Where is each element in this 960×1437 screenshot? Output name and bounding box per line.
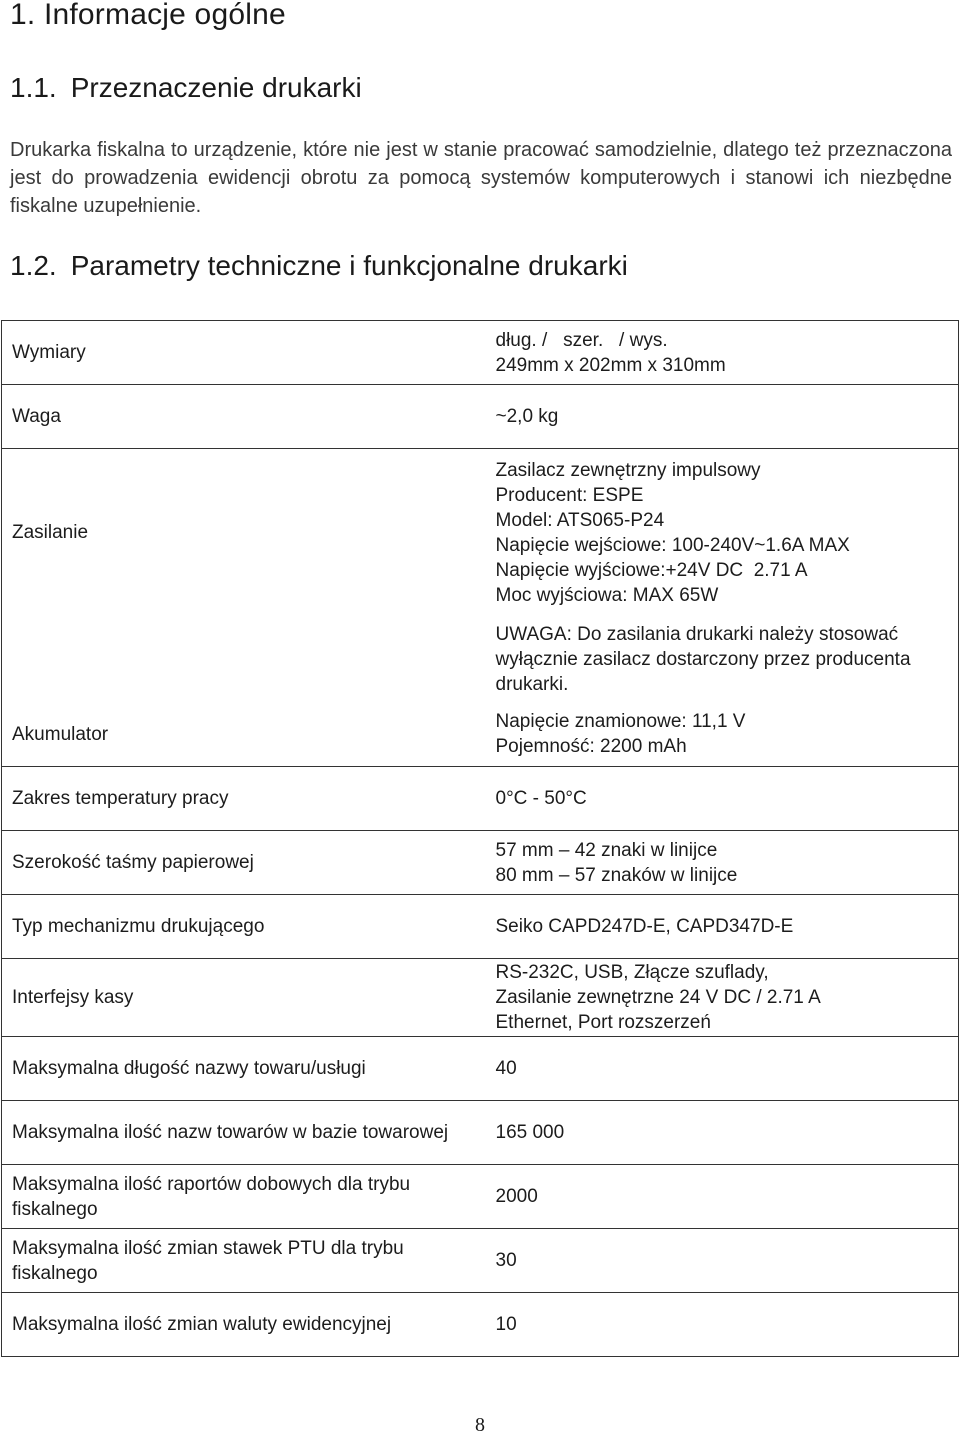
spec-value: [486, 385, 959, 449]
spec-row: [2, 767, 959, 831]
spec-row-note: [2, 617, 959, 703]
spec-label: Zakres temperatury pracy: [2, 767, 486, 831]
spec-label: Akumulator: [2, 703, 486, 767]
subsection-title: Przeznaczenie drukarki: [70, 72, 362, 103]
spec-value: [486, 831, 959, 895]
section-title: Informacje ogólne: [43, 0, 286, 31]
spec-row: [2, 449, 959, 617]
spec-value-line: 40: [495, 1058, 517, 1079]
spec-row: [2, 1037, 959, 1101]
spec-value-line: RS-232C, USB, Złącze szuflady,: [495, 962, 769, 983]
spec-value-line: Producent: ESPE: [495, 484, 644, 506]
spec-label: Zasilanie: [2, 449, 486, 617]
spec-row: [2, 959, 959, 1037]
spec-value-line: Napięcie wejściowe: 100-240V~1.6A MAX: [495, 534, 850, 556]
spec-value: [486, 1293, 959, 1357]
spec-label: Maksymalna ilość zmian stawek PTU dla trybu fiskalnego: [2, 1229, 486, 1293]
spec-value: [486, 895, 959, 959]
spec-value-line: Napięcie znamionowe: 11,1 V: [495, 711, 746, 733]
subsection-number: 1.2.: [10, 250, 57, 281]
spec-label: Wymiary: [2, 321, 486, 385]
spec-value: [486, 1037, 959, 1101]
spec-value-line: Seiko CAPD247D-E, CAPD347D-E: [495, 916, 794, 937]
spec-value-line: Ethernet, Port rozszerzeń: [495, 1012, 711, 1033]
spec-value-line: Model: ATS065-P24: [495, 509, 665, 531]
spec-row: [2, 703, 959, 767]
spec-value-line: Napięcie wyjściowe:+24V DC 2.71 A: [495, 559, 808, 581]
spec-row: [2, 1293, 959, 1357]
subsection-title: Parametry techniczne i funkcjonalne drukarki: [70, 250, 628, 281]
spec-value-line: 2000: [495, 1186, 538, 1207]
spec-value: [486, 703, 959, 767]
intro-paragraph: Drukarka fiskalna to urządzenie, które nie jest w stanie pracować samodzielnie, dlatego też przeznaczona jest do prowadzenia ewidencji obrotu za pomocą systemów komputerowych i stanowi ich niezbędne fiskalne uzupełnienie.: [10, 139, 952, 217]
spec-value-note: [486, 617, 959, 703]
spec-label: Maksymalna ilość zmian waluty ewidencyjnej: [2, 1293, 486, 1357]
spec-value: [486, 1165, 959, 1229]
spec-label: Maksymalna ilość nazw towarów w bazie towarowej: [2, 1101, 486, 1165]
spec-value-line: 57 mm – 42 znaki w linijce: [495, 839, 718, 861]
spec-label: Waga: [2, 385, 486, 449]
spec-row: [2, 895, 959, 959]
spec-label: Maksymalna długość nazwy towaru/usługi: [2, 1037, 486, 1101]
spec-value: [486, 767, 959, 831]
spec-value-line: Pojemność: 2200 mAh: [495, 736, 687, 758]
spec-value: [486, 321, 959, 385]
spec-value-line: Moc wyjściowa: MAX 65W: [495, 584, 719, 606]
spec-value-line: dług. / szer. / wys.: [495, 329, 668, 351]
spec-label: Typ mechanizmu drukującego: [2, 895, 486, 959]
spec-value-line: UWAGA: Do zasilania drukarki należy stosować: [495, 624, 899, 645]
spec-value-line: 0°C - 50°C: [495, 788, 587, 809]
spec-row: [2, 831, 959, 895]
subsection-heading-1-2: [10, 250, 628, 282]
spec-row: [2, 321, 959, 385]
subsection-heading-1-1: [10, 72, 362, 104]
section-heading-1: [10, 0, 286, 32]
subsection-number: 1.1.: [10, 72, 57, 103]
spec-label: Interfejsy kasy: [2, 959, 486, 1037]
spec-value-line: Zasilanie zewnętrzne 24 V DC / 2.71 A: [495, 987, 821, 1008]
spec-value: [486, 959, 959, 1037]
spec-value-line: drukarki.: [495, 674, 569, 695]
section-number: 1.: [10, 0, 36, 31]
spec-label: Szerokość taśmy papierowej: [2, 831, 486, 895]
spec-value-line: 80 mm – 57 znaków w linijce: [495, 864, 738, 886]
spec-value-line: 165 000: [495, 1122, 565, 1143]
page-number: 8: [475, 1414, 485, 1436]
spec-row: [2, 1101, 959, 1165]
spec-value-line: Zasilacz zewnętrzny impulsowy: [495, 459, 761, 481]
spec-value: [486, 1101, 959, 1165]
spec-row: [2, 1165, 959, 1229]
spec-value-line: ~2,0 kg: [495, 406, 559, 427]
spec-value-line: 249mm x 202mm x 310mm: [495, 354, 726, 376]
spec-value-line: wyłącznie zasilacz dostarczony przez producenta: [495, 649, 911, 670]
spec-value: [486, 449, 959, 617]
spec-label-empty: [2, 617, 486, 703]
spec-row: [2, 1229, 959, 1293]
spec-row: [2, 385, 959, 449]
specs-table: [1, 320, 959, 1357]
spec-value-line: 30: [495, 1250, 517, 1271]
spec-value: [486, 1229, 959, 1293]
spec-label: Maksymalna ilość raportów dobowych dla trybu fiskalnego: [2, 1165, 486, 1229]
spec-value-line: 10: [495, 1314, 517, 1335]
